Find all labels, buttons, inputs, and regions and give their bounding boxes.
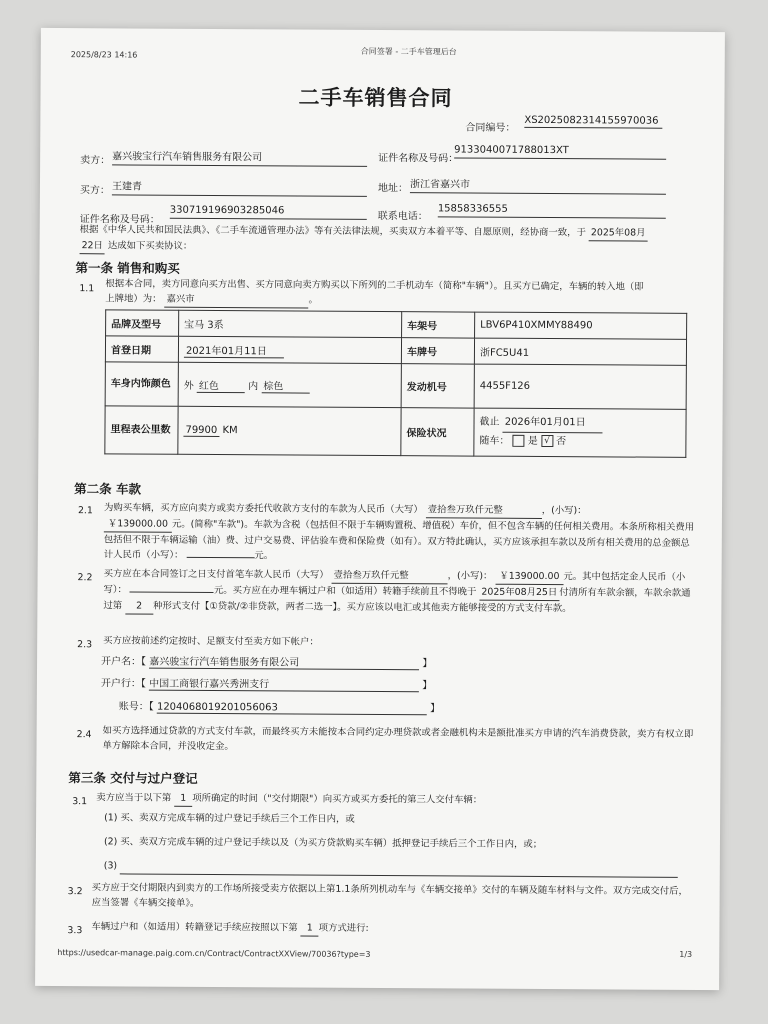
color-label: 车身内饰颜色: [105, 362, 178, 406]
brand-label: 品牌及型号: [106, 310, 179, 336]
buyer-label: 买方：: [79, 185, 110, 197]
engine-value: 4455F126: [474, 364, 686, 409]
account-name-bracket: 】: [422, 658, 433, 670]
clause-2-1-text-b: ，(小写)：: [541, 504, 587, 517]
clause-2-4-num: 2.4: [76, 729, 92, 741]
clause-2-1-text-a: 为购买车辆，买方应向卖方或卖方委托代收款方支付的车款为人民币（大写）: [103, 502, 423, 516]
deposit-amount: [130, 591, 214, 593]
vehicle-table: [104, 309, 687, 458]
payment-method: 2: [125, 598, 153, 614]
with-car-label: 随车：: [479, 435, 510, 447]
account-number: 1204068019201056063: [157, 702, 427, 716]
bank-bracket: 】: [422, 680, 433, 692]
clause-2-1-text-c: 元。(简称"车款")。车款为含税（包括但不限于车辆购置税、增值税）车价，但不包含车辆的任何相关费用。本条所称相关费用包括但不限于车辆运输（油）费、过户交易费、评估验车费和保险费（如有）。双方特此确认，买方应该承担车款以及所有相关费用的总金额总计人民币（小写）：: [103, 518, 695, 561]
account-name-label: 开户名：【: [101, 656, 147, 668]
clause-2-2-text-e: 付清所有车款余额，车款余款通过第: [103, 587, 691, 612]
buyer-address: 浙江省嘉兴市: [410, 175, 666, 195]
inner-label: 内: [248, 380, 259, 392]
table-row: [105, 362, 686, 410]
first-reg-cell: [178, 336, 401, 363]
delivery-option-3-line: [120, 858, 678, 877]
mileage-cell: [178, 406, 401, 455]
insurance-cell: [474, 408, 686, 457]
final-payment-date: 2025年08月25日: [479, 585, 559, 601]
clause-2-2-text-f: 种形式支付【①贷款/②非贷款，两者二选一】。买方应该以电汇或其他卖方能够接受的方式支付车款。: [153, 600, 572, 615]
outer-color: 红色: [197, 376, 245, 392]
no-label: 否: [556, 436, 567, 448]
account-no-bracket: 】: [430, 703, 441, 715]
clause-2-3-num: 2.3: [77, 639, 93, 651]
mileage-value: 79900: [183, 424, 219, 436]
seller-label: 卖方：: [80, 155, 111, 167]
clause-2-4-text: 如买方选择通过贷款的方式支付车款，而最终买方未能按本合同约定办理贷款或者金融机构未是额批准买方申请的汽车消费贷款，卖方有权立即单方解除本合同，并没收定金。: [102, 725, 694, 753]
first-reg-value: 2021年01月11日: [184, 341, 284, 358]
yes-checkbox[interactable]: [513, 435, 525, 447]
contract-no: XS2025082314155970036: [524, 115, 662, 129]
price-uppercase: 壹拾叁万玖仟元整: [426, 502, 542, 519]
delivery-option-2: (2) 买、卖双方完成车辆的过户登记手续以及（为买方贷款购买车辆）抵押登记手续后三个工作日内，或；: [103, 836, 543, 850]
no-checkbox[interactable]: √: [541, 435, 553, 447]
engine-label: 发动机号: [401, 364, 474, 408]
buyer-id: 330719196903285046: [170, 205, 367, 220]
insurance-until: 2026年01月01日: [503, 414, 603, 434]
buyer-name: 王建青: [112, 177, 367, 197]
buyer-phone: 15858336555: [438, 203, 666, 218]
transfer-option: 1: [301, 921, 319, 937]
mileage-unit: KM: [222, 424, 238, 436]
preamble-text: 根据《中华人民共和国民法典》、《二手车流通管理办法》等有关法律法规，买卖双方本着平等、自愿原则，经协商一致，于: [79, 224, 586, 239]
clause-1-1-text: 根据本合同，卖方同意向买方出售、买方同意向卖方购买以下所列的二手机动车（简称"车辆"）。且买方已确定，车辆的转入地（即: [105, 278, 644, 293]
clause-2-1-num: 2.1: [77, 505, 93, 517]
plate-label: 车牌号: [401, 338, 474, 364]
outer-label: 外: [183, 380, 194, 392]
article-2-heading: 第二条 车款: [74, 481, 142, 497]
clause-2-2-text-b: ，(小写)：: [447, 570, 493, 582]
page-number: 1/3: [679, 949, 693, 959]
seller-name: 嘉兴骏宝行汽车销售服务有限公司: [112, 147, 367, 167]
clause-3-2-num: 3.2: [67, 886, 83, 898]
preamble: [80, 222, 680, 258]
clause-3-3: [91, 919, 368, 937]
article-1-heading: 第一条 销售和购买: [75, 260, 180, 276]
clause-1-1-end: 。: [308, 294, 318, 306]
seller-id: 9133040071788013XT: [454, 144, 666, 159]
insurance-label: 保险状况: [401, 408, 474, 456]
registration-place: 嘉兴市: [164, 292, 308, 309]
clause-2-1: [104, 500, 696, 566]
clause-3-2-text: 买方应于交付期限内到卖方的工作场所接受卖方依据以上第1.1条所列机动车与《车辆交接单》交付的车辆及随车材料与文件。双方完成交付后，应当签署《车辆交接单》。: [91, 882, 688, 909]
plate-value: 浙FC5U41: [474, 338, 686, 365]
color-cell: [178, 362, 401, 407]
bank-name: 中国工商银行嘉兴秀洲支行: [149, 675, 419, 693]
clause-3-1-text-b: 项所确定的时间（"交付期限"）向买方或买方委托的第三人交付车辆：: [192, 792, 483, 806]
phone-label: 联系电话：: [377, 210, 428, 223]
clause-2-2-text-d: 元。买方应在办理车辆过户和（如适用）转籍手续前且不得晚于: [213, 584, 477, 598]
contract-page: [35, 28, 725, 990]
account-name: 嘉兴骏宝行汽车销售服务有限公司: [149, 653, 419, 671]
agreement-date-b: 22日: [80, 238, 105, 254]
brand-value: 宝马 3系: [179, 310, 402, 337]
clause-3-3-text-b: 项方式进行:: [318, 922, 369, 934]
yes-label: 是: [527, 435, 538, 447]
first-payment-uppercase: 壹拾叁万玖仟元整: [332, 568, 448, 585]
clause-2-2-num: 2.2: [77, 572, 93, 584]
mileage-label: 里程表公里数: [105, 406, 178, 454]
first-reg-label: 首登日期: [105, 336, 178, 362]
delivery-option-1: (1) 买、卖双方完成车辆的过户登记手续后三个工作日内，或: [104, 812, 355, 825]
table-row: [106, 310, 687, 340]
seller-id-label: 证件名称及号码：: [378, 152, 459, 165]
inner-color: 棕色: [261, 377, 309, 393]
agreement-date-a: 2025年08月: [589, 225, 648, 241]
print-url: https://usedcar-manage.paig.com.cn/Contract/ContractXXView/70036?type=3: [57, 948, 371, 959]
bank-row: [101, 674, 432, 692]
clause-3-3-num: 3.3: [67, 925, 83, 937]
account-no-row: [119, 697, 440, 715]
table-row: [105, 406, 686, 458]
account-name-row: [101, 652, 432, 670]
clause-2-2-text-a: 买方应在本合同签订之日支付首笔车款人民币（大写）: [103, 568, 329, 581]
delivery-option-3-label: (3): [103, 860, 118, 872]
total-amount: [186, 557, 254, 558]
vin-value: LBV6P410XMMY88490: [475, 312, 687, 339]
clause-2-1-text-d: 元。: [254, 550, 274, 562]
address-label: 地址：: [377, 182, 408, 195]
clause-3-1-num: 3.1: [72, 796, 88, 808]
buyer-id-label: 证件名称及号码：: [79, 214, 160, 226]
clause-2-2: [103, 566, 695, 618]
print-page-title: 合同签署 - 二手车管理后台: [360, 46, 457, 57]
clause-3-3-text-a: 车辆过户和（如适用）转籍登记手续应按照以下第: [91, 921, 298, 934]
bank-label: 开户行：【: [100, 678, 146, 690]
table-row: [105, 336, 686, 366]
clause-2-3-text: 买方应按前述约定按时、足额支付至卖方如下帐户：: [103, 635, 319, 648]
clause-3-1: [96, 790, 482, 808]
clause-1-1-text-b: 上牌地）为：: [105, 293, 162, 305]
article-3-heading: 第三条 交付与过户登记: [68, 770, 198, 786]
clause-3-1-text-a: 卖方应当于以下第: [96, 792, 172, 804]
delivery-option-3: [104, 858, 678, 878]
account-no-label: 账号：【: [118, 701, 154, 713]
first-payment-amount: ￥139000.00: [495, 569, 563, 585]
insurance-until-label: 截止: [479, 416, 500, 428]
print-datetime: 2025/8/23 14:16: [70, 50, 138, 60]
delivery-option: 1: [174, 791, 192, 807]
clause-1-1-num: 1.1: [79, 283, 95, 295]
contract-title: 二手车销售合同: [298, 85, 453, 111]
preamble-tail: 达成如下买卖协议：: [107, 240, 193, 252]
clause-2-2-text-c: 元。其中包括定金人民币（小写）：: [103, 571, 686, 596]
vin-label: 车架号: [402, 312, 475, 338]
clause-1-1: [105, 276, 695, 311]
price-amount: ￥139000.00: [104, 516, 172, 532]
contract-no-label: 合同编号：: [465, 122, 516, 134]
